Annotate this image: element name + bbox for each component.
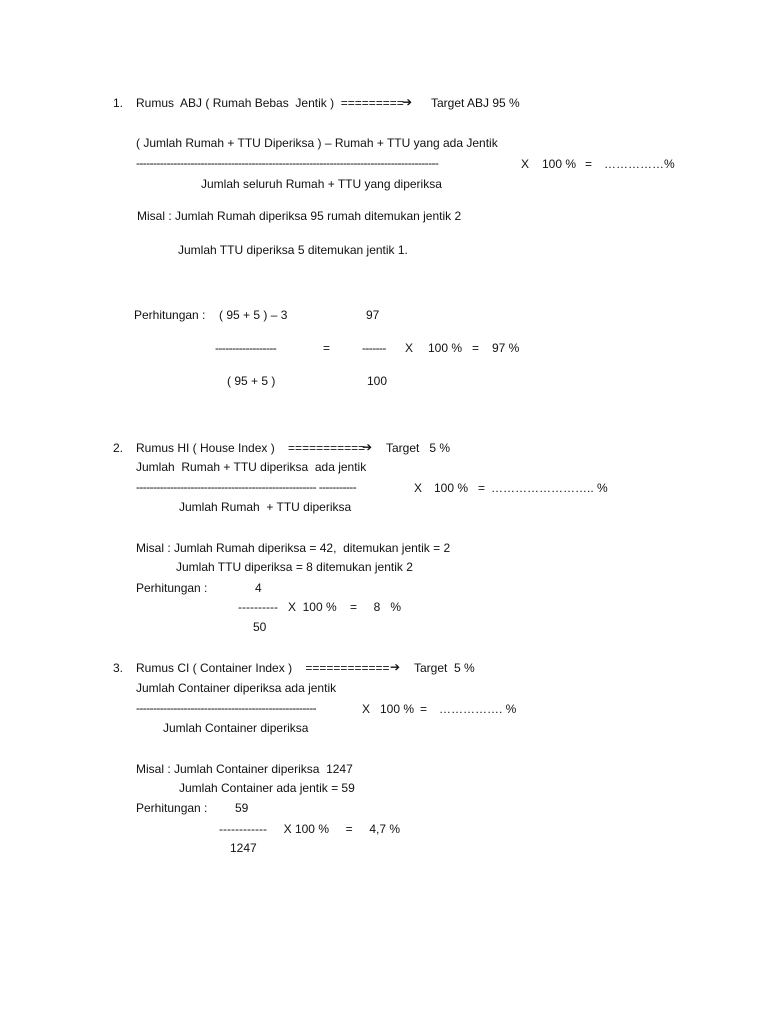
section-2-example-line-1: Misal : Jumlah Rumah diperiksa = 42, ditemukan jentik = 2 xyxy=(136,541,451,555)
section-3-calc-denominator: 1247 xyxy=(230,841,257,855)
section-3-times: X xyxy=(362,702,371,716)
section-3-equals: = xyxy=(420,702,428,716)
section-1-formula-numerator: ( Jumlah Rumah + TTU Diperiksa ) – Rumah + TTU yang ada Jentik xyxy=(136,136,498,150)
section-1-calc-fraction-line: ------------------ xyxy=(215,341,277,355)
arrow-right-icon: ➔ xyxy=(362,440,373,454)
section-1-target: Target ABJ 95 % xyxy=(431,96,520,110)
section-1-equals: = xyxy=(585,157,593,171)
arrow-right-icon: ➔ xyxy=(390,660,401,674)
section-1-calc-denominator: ( 95 + 5 ) xyxy=(227,374,276,388)
section-1-percent: 100 % xyxy=(542,157,577,171)
section-1-calc-equals: = xyxy=(323,341,331,355)
section-3-example-line-2: Jumlah Container ada jentik = 59 xyxy=(179,781,355,795)
section-1-calc-label: Perhitungan : xyxy=(134,308,206,322)
section-3-title: Rumus CI ( Container Index ) ============ xyxy=(136,661,390,675)
section-1-calc-percent: 100 % xyxy=(428,341,463,355)
section-1-calc-times: X xyxy=(405,341,414,355)
section-2-fraction-line: ----------------------------------------------------- ----------- xyxy=(136,480,357,494)
section-3-target: Target 5 % xyxy=(414,661,475,675)
section-1-formula-denominator: Jumlah seluruh Rumah + TTU yang diperiksa xyxy=(201,177,442,191)
section-1-title: Rumus ABJ ( Rumah Bebas Jentik ) ========= xyxy=(136,96,404,110)
section-2-formula-numerator: Jumlah Rumah + TTU diperiksa ada jentik xyxy=(136,460,367,474)
section-1-fraction-line: ----------------------------------------------------------------------------------------- xyxy=(136,156,439,170)
section-2-title: Rumus HI ( House Index ) =========== xyxy=(136,441,366,455)
section-3-formula-numerator: Jumlah Container diperiksa ada jentik xyxy=(136,681,337,695)
section-2-calc-numerator: 4 xyxy=(255,581,262,595)
section-2-equals: = xyxy=(478,481,486,495)
section-3-calc-label: Perhitungan : xyxy=(136,801,208,815)
section-3-example-line-1: Misal : Jumlah Container diperiksa 1247 xyxy=(136,762,353,776)
section-2-calc-denominator: 50 xyxy=(253,620,267,634)
section-2-times: X xyxy=(414,481,423,495)
section-2-number: 2. xyxy=(113,441,124,455)
section-1-calc-equals-2: = xyxy=(472,341,480,355)
section-3-formula-denominator: Jumlah Container diperiksa xyxy=(163,721,309,735)
section-3-fraction-line: ----------------------------------------------------- xyxy=(136,701,316,715)
section-3-percent: 100 % xyxy=(380,702,415,716)
section-3-calc-numerator: 59 xyxy=(235,801,249,815)
section-2-target: Target 5 % xyxy=(386,441,451,455)
section-1-calc-numerator: ( 95 + 5 ) – 3 xyxy=(219,308,288,322)
section-2-result-blank: …………………….. % xyxy=(491,481,608,495)
section-2-percent: 100 % xyxy=(434,481,469,495)
section-2-formula-denominator: Jumlah Rumah + TTU diperiksa xyxy=(179,500,352,514)
section-2-calc-fraction-line: ---------- X 100 % = 8 % xyxy=(238,600,402,614)
section-3-number: 3. xyxy=(113,661,124,675)
section-2-example-line-2: Jumlah TTU diperiksa = 8 ditemukan jentik 2 xyxy=(176,560,413,574)
section-1-calc-fraction-line-short: ------- xyxy=(362,341,386,355)
section-1-calc-result: 97 % xyxy=(492,341,520,355)
section-1-example-line-1: Misal : Jumlah Rumah diperiksa 95 rumah ditemukan jentik 2 xyxy=(137,209,462,223)
section-1-example-line-2: Jumlah TTU diperiksa 5 ditemukan jentik 1. xyxy=(178,243,408,257)
section-2-calc-label: Perhitungan : xyxy=(136,581,208,595)
arrow-right-icon: ➔ xyxy=(402,95,413,109)
section-1-number: 1. xyxy=(113,96,124,110)
section-3-result-blank: ……………. % xyxy=(439,702,517,716)
section-3-calc-fraction-line: ------------ X 100 % = 4,7 % xyxy=(219,822,401,836)
section-1-calc-numerator-value: 97 xyxy=(366,308,380,322)
section-1-result-blank: ……………% xyxy=(604,157,675,171)
section-1-times: X xyxy=(521,157,530,171)
section-1-calc-denominator-value: 100 xyxy=(367,374,388,388)
